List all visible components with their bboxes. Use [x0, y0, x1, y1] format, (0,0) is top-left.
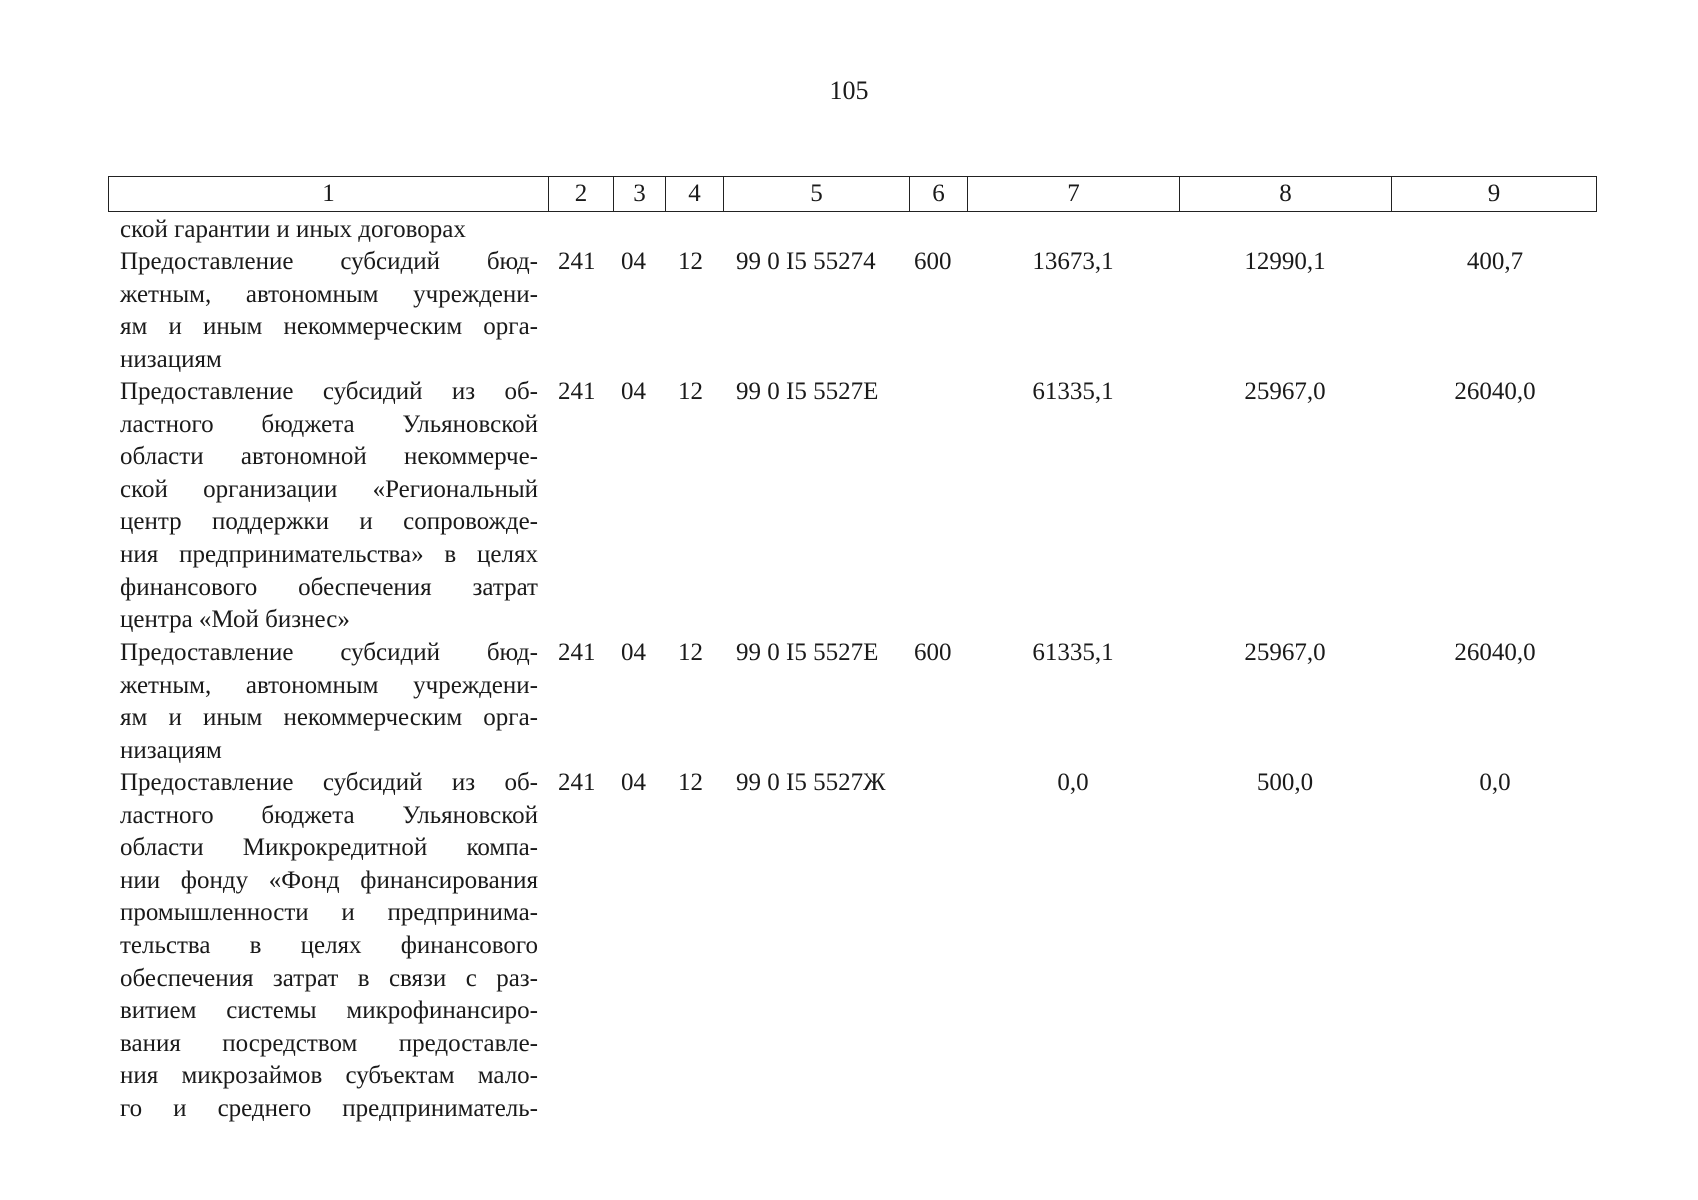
cell-col7: 13673,1	[1032, 248, 1114, 275]
description-line: ям и иным некоммерческим орга-	[120, 313, 538, 341]
cell-col7: 61335,1	[1032, 378, 1114, 405]
description-line: витием системы микрофинансиро-	[120, 997, 538, 1025]
description-line: го и среднего предприниматель-	[120, 1094, 538, 1122]
cell-col4: 12	[678, 378, 703, 405]
column-header-6: 6	[910, 177, 968, 212]
column-header-1: 1	[109, 177, 549, 212]
cell-col9: 400,7	[1466, 248, 1524, 275]
description-line: центра «Мой бизнес»	[120, 606, 350, 634]
cell-col7: 0,0	[1057, 769, 1089, 796]
cell-col9: 0,0	[1479, 769, 1511, 796]
cell-col9: 26040,0	[1454, 639, 1536, 666]
description-line: тельства в целях финансового	[120, 931, 538, 959]
description-line: вания посредством предоставле-	[120, 1029, 538, 1057]
cell-col2: 241	[558, 248, 596, 275]
cell-col6: 600	[914, 639, 952, 666]
description-line: области автономной некоммерче-	[120, 443, 538, 471]
cell-col4: 12	[678, 248, 703, 275]
description-line: ской организации «Региональный	[120, 475, 538, 503]
description-line: низациям	[120, 736, 222, 764]
cell-col3: 04	[621, 378, 646, 405]
column-header-row	[108, 176, 1597, 212]
column-header-2: 2	[549, 177, 614, 212]
cell-col5: 99 0 I5 5527Ж	[736, 769, 886, 796]
description-line: жетным, автономным учреждени-	[120, 280, 538, 308]
cell-col3: 04	[621, 248, 646, 275]
description-line: ластного бюджета Ульяновской	[120, 801, 538, 829]
description-line: Предоставление субсидий бюд-	[120, 639, 538, 666]
cell-col8: 500,0	[1256, 769, 1314, 796]
cell-col8: 25967,0	[1244, 639, 1326, 666]
description-line: ния предпринимательства» в целях	[120, 540, 538, 568]
description-line: Предоставление субсидий из об-	[120, 378, 538, 405]
description-line: Предоставление субсидий из об-	[120, 769, 538, 796]
column-header-3: 3	[614, 177, 666, 212]
description-line: ния микрозаймов субъектам мало-	[120, 1062, 538, 1090]
cell-col5: 99 0 I5 55274	[736, 248, 876, 275]
cell-col2: 241	[558, 769, 596, 796]
description-line: обеспечения затрат в связи с раз-	[120, 964, 538, 992]
description-line: промышленности и предпринима-	[120, 899, 538, 927]
description-line: ям и иным некоммерческим орга-	[120, 704, 538, 732]
cell-col3: 04	[621, 639, 646, 666]
description-line: низациям	[120, 345, 222, 373]
continuation-text: ской гарантии и иных договорах	[120, 216, 466, 243]
column-header-9: 9	[1392, 177, 1597, 212]
cell-col4: 12	[678, 769, 703, 796]
description-line: области Микрокредитной компа-	[120, 834, 538, 862]
column-header-5: 5	[724, 177, 910, 212]
cell-col5: 99 0 I5 5527Е	[736, 378, 879, 405]
column-header-8: 8	[1180, 177, 1392, 212]
description-line: нии фонду «Фонд финансирования	[120, 866, 538, 894]
cell-col5: 99 0 I5 5527Е	[736, 639, 879, 666]
cell-col2: 241	[558, 378, 596, 405]
cell-col8: 25967,0	[1244, 378, 1326, 405]
description-line: центр поддержки и сопровожде-	[120, 508, 538, 536]
description-line: жетным, автономным учреждени-	[120, 671, 538, 699]
description-line: Предоставление субсидий бюд-	[120, 248, 538, 275]
column-header-7: 7	[968, 177, 1180, 212]
column-header-4: 4	[666, 177, 724, 212]
cell-col7: 61335,1	[1032, 639, 1114, 666]
cell-col6: 600	[914, 248, 952, 275]
description-line: ластного бюджета Ульяновской	[120, 410, 538, 438]
page-number: 105	[829, 76, 869, 105]
row-description	[120, 376, 538, 637]
cell-col4: 12	[678, 639, 703, 666]
description-line: финансового обеспечения затрат	[120, 573, 538, 601]
row-description	[120, 637, 538, 767]
cell-col3: 04	[621, 769, 646, 796]
row-description	[120, 767, 538, 1126]
cell-col2: 241	[558, 639, 596, 666]
row-description	[120, 246, 538, 376]
cell-col8: 12990,1	[1244, 248, 1326, 275]
cell-col9: 26040,0	[1454, 378, 1536, 405]
